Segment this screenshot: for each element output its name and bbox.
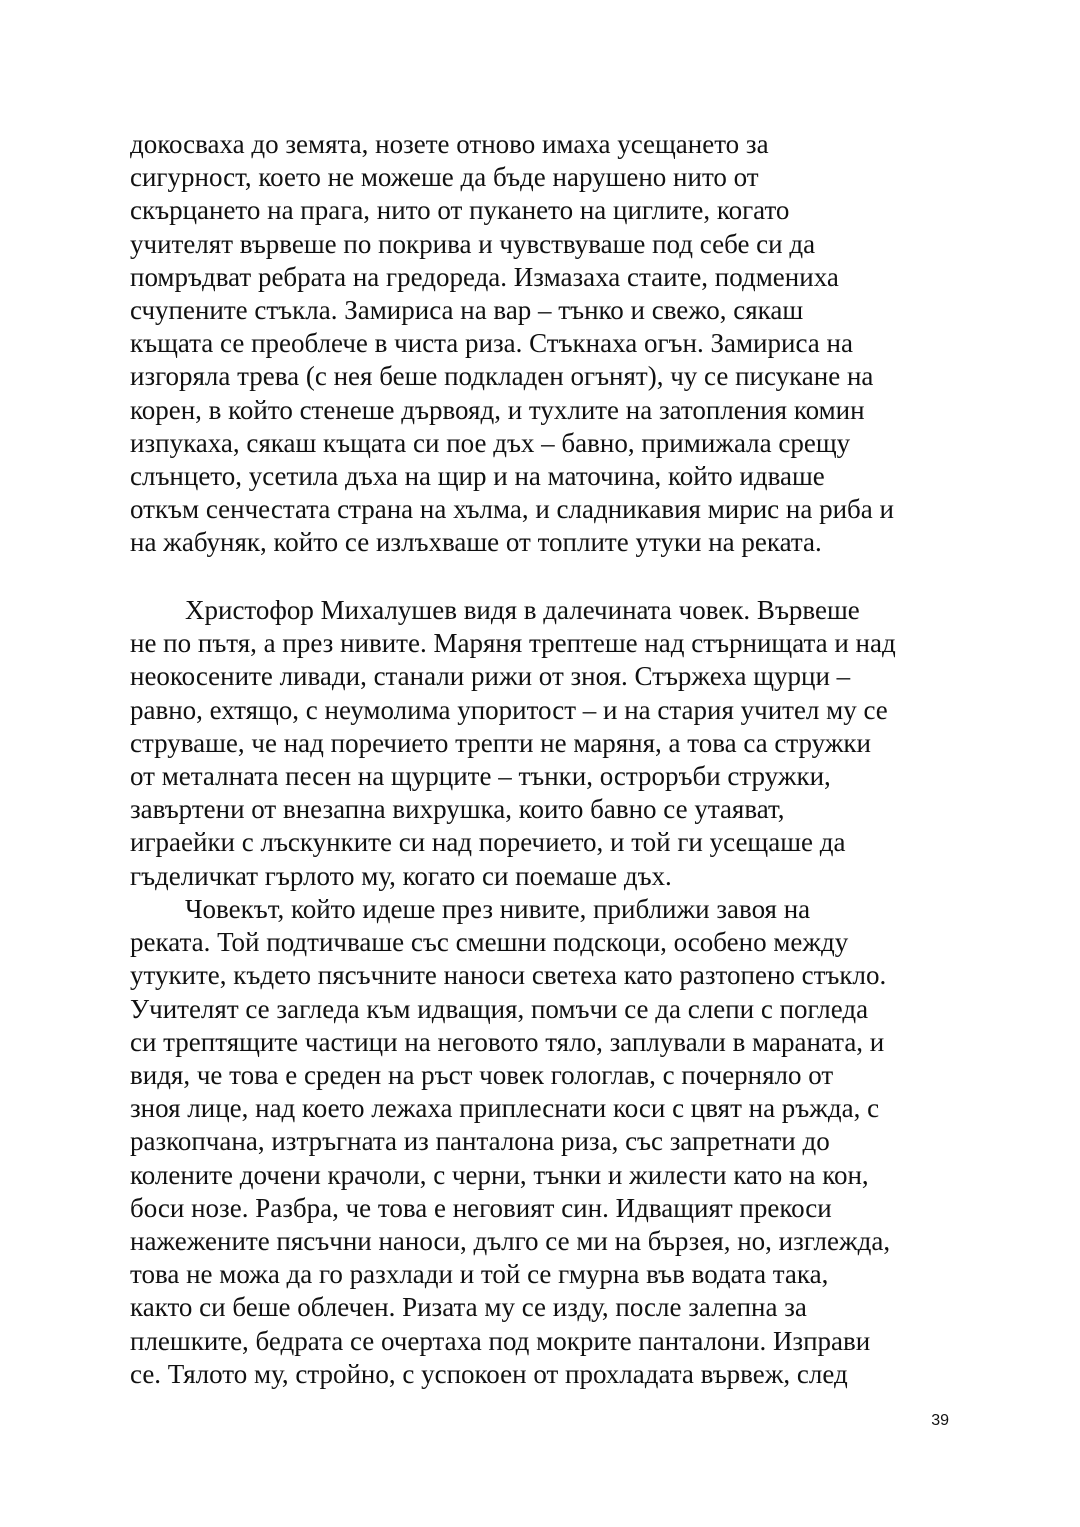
text-line: се. Тялото му, стройно, с успокоен от прохладата вървеж, след: [130, 1358, 848, 1389]
text-line: Христофор Михалушев видя в далечината човек. Вървеше: [185, 595, 860, 625]
text-line: гъделичкат гърлото му, когато си поемаше дъх.: [130, 860, 672, 891]
text-line: счупените стъкла. Замириса на вар – тънко и свежо, сякаш: [130, 295, 804, 326]
text-line: реката. Той подтичваше със смешни подскоци, особено между: [130, 927, 849, 958]
text-line: на жабуняк, който се излъхваше от топлите утуки на реката.: [130, 527, 822, 558]
paragraph-3: [130, 893, 958, 1391]
text-line: нажежените пясъчни наноси, дълго се ми на бързея, но, изглежда,: [130, 1226, 891, 1257]
text-line: учителят вървеше по покрива и чувствуваше под себе си да: [130, 228, 816, 259]
text-line: струваше, че над поречието трепти не маряня, а това са стружки: [130, 727, 871, 758]
text-line: помръдват ребрата на гредореда. Измазаха стаите, подмениха: [130, 261, 839, 292]
text-line: изгоряла трева (с нея беше подкладен огънят), чу се писукане на: [130, 361, 874, 392]
paragraph-2: [130, 594, 958, 893]
page-number: 39: [931, 1412, 949, 1429]
text-line: зноя лице, над което лежаха приплеснати коси с цвят на ръжда, с: [130, 1093, 880, 1124]
text-line: това не можа да го разхлади и той се гмурна във водата така,: [130, 1259, 829, 1290]
text-line: от металната песен на щурците – тънки, остроръби стружки,: [130, 761, 831, 792]
text-line: слънцето, усетила дъха на щир и на маточина, който идваше: [130, 461, 825, 492]
text-line: колените дочени крачоли, с черни, тънки и жилести като на кон,: [130, 1159, 869, 1190]
text-line: корен, в който стенеше дървояд, и тухлите на затопления комин: [130, 394, 865, 425]
text-line: неокосените ливади, станали рижи от зноя. Стържеха щурци –: [130, 661, 851, 692]
text-line: завъртени от внезапна вихрушка, които бавно се утаяват,: [130, 794, 785, 825]
text-line: докосваха до земята, нозете отново имаха усещането за: [130, 129, 769, 159]
text-line: Учителят се загледа към идващия, помъчи се да слепи с погледа: [130, 993, 869, 1024]
text-line: боси нозе. Разбра, че това е неговият син. Идващият прекоси: [130, 1192, 832, 1223]
text-line: Човекът, който идеше през нивите, приближи завоя на: [185, 894, 811, 924]
text-line: плешките, бедрата се очертаха под мокрите панталони. Изправи: [130, 1325, 871, 1356]
text-line: видя, че това е среден на ръст човек гологлав, с почерняло от: [130, 1060, 834, 1091]
text-line: откъм сенчестата страна на хълма, и сладникавия мирис на риба и: [130, 494, 894, 525]
text-line: изпукаха, сякаш къщата си пое дъх – бавно, примижала срещу: [130, 427, 851, 458]
text-line: къщата се преоблече в чиста риза. Стъкнаха огън. Замириса на: [130, 328, 853, 359]
text-line: утуките, където пясъчните наноси светеха като разтопено стъкло.: [130, 960, 887, 991]
text-line: сигурност, което не можеше да бъде нарушено нито от: [130, 162, 759, 193]
text-line: както си беше облечен. Ризата му се изду, после залепна за: [130, 1292, 807, 1323]
paragraph-1: [130, 128, 958, 560]
text-line: равно, ехтящо, с неумолима упоритост – и на стария учител му се: [130, 694, 888, 725]
text-line: скърцането на прага, нито от пукането на циглите, когато: [130, 195, 790, 226]
text-line: не по пътя, а през нивите. Маряня трептеше над стърнищата и над: [130, 628, 896, 659]
text-line: играейки с лъскунките си над поречието, и той ги усещаше да: [130, 827, 846, 858]
text-line: разкопчана, изтръгната из панталона риза, със запретнати до: [130, 1126, 830, 1157]
text-line: си трептящите частици на неговото тяло, заплували в мараната, и: [130, 1026, 885, 1057]
